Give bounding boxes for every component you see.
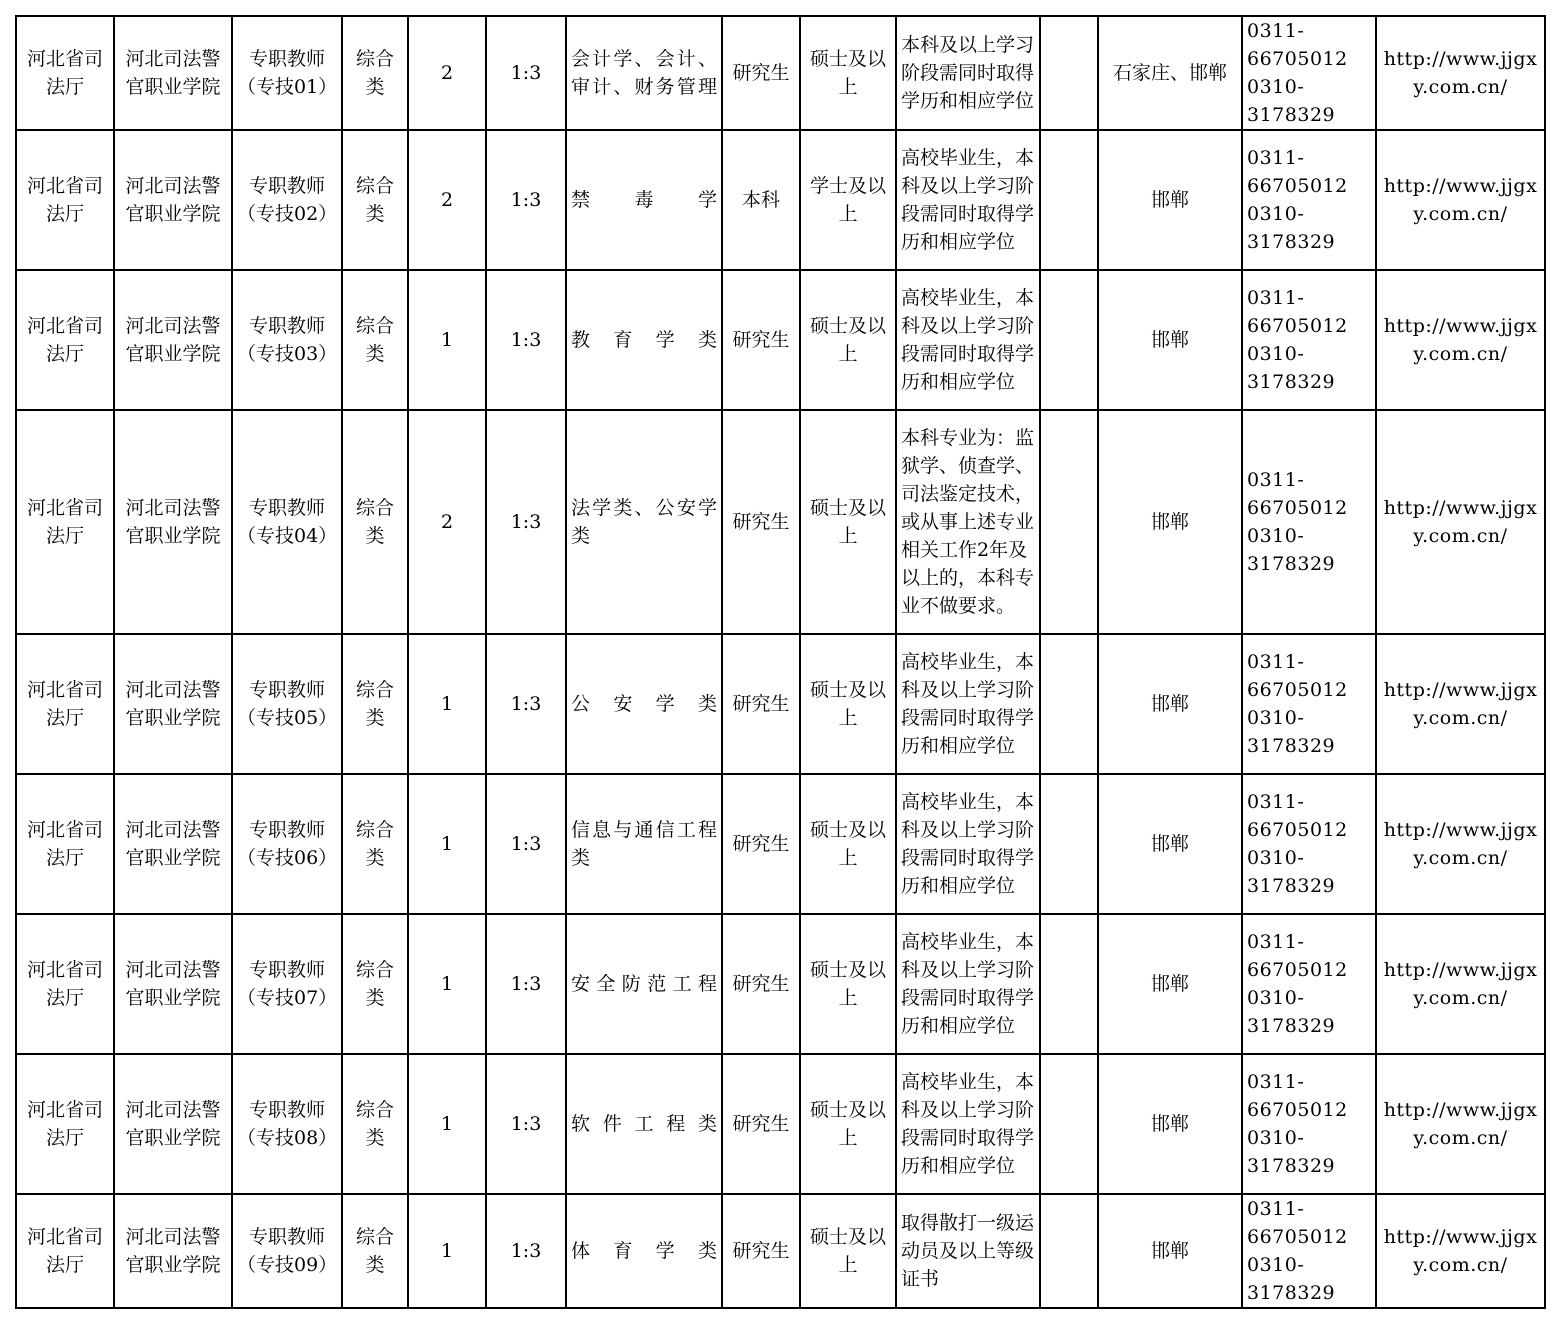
ratio-cell xyxy=(486,16,566,130)
category-text: 综合类 xyxy=(355,1099,394,1149)
position-text: 专职教师（专技08） xyxy=(237,1099,338,1149)
job-table xyxy=(15,15,1546,1309)
job-table-body xyxy=(16,16,1545,1308)
ratio-cell xyxy=(486,270,566,410)
count-text: 2 xyxy=(440,189,454,211)
degree-text: 硕士及以上 xyxy=(809,315,886,365)
dept-text: 河北省司法厅 xyxy=(26,497,103,547)
major-cell xyxy=(566,130,722,270)
degree-cell xyxy=(800,16,896,130)
position-cell xyxy=(232,914,342,1054)
position-cell xyxy=(232,16,342,130)
unit-text: 河北司法警官职业学院 xyxy=(125,497,221,547)
ratio-text: 1:3 xyxy=(510,511,542,533)
ratio-cell xyxy=(486,130,566,270)
degree-cell xyxy=(800,634,896,774)
requirements-cell xyxy=(896,634,1040,774)
ratio-text: 1:3 xyxy=(510,329,542,351)
location-text: 邯郸 xyxy=(1150,973,1189,995)
category-cell xyxy=(342,1054,408,1194)
count-cell xyxy=(408,16,486,130)
ratio-text: 1:3 xyxy=(510,833,542,855)
location-cell xyxy=(1098,410,1242,634)
education-text: 本科 xyxy=(741,189,780,211)
position-cell xyxy=(232,634,342,774)
education-text: 研究生 xyxy=(732,973,790,995)
dept-text: 河北省司法厅 xyxy=(26,819,103,869)
category-cell xyxy=(342,634,408,774)
requirements-cell xyxy=(896,16,1040,130)
unit-text: 河北司法警官职业学院 xyxy=(125,315,221,365)
degree-cell xyxy=(800,270,896,410)
phone-primary: 0311-66705012 xyxy=(1247,469,1348,519)
major-cell xyxy=(566,1194,722,1308)
education-cell xyxy=(722,914,800,1054)
url-text[interactable]: http://www.jjgxy.com.cn/ xyxy=(1383,1226,1538,1276)
unit-cell xyxy=(114,774,232,914)
url-text[interactable]: http://www.jjgxy.com.cn/ xyxy=(1383,497,1538,547)
degree-text: 硕士及以上 xyxy=(809,819,886,869)
ratio-cell xyxy=(486,410,566,634)
position-text: 专职教师（专技02） xyxy=(237,175,338,225)
dept-cell xyxy=(16,1194,114,1308)
count-cell xyxy=(408,410,486,634)
major-text: 软件工程类 xyxy=(571,1113,717,1135)
count-cell xyxy=(408,130,486,270)
count-text: 1 xyxy=(440,693,454,715)
dept-cell xyxy=(16,1054,114,1194)
requirements-cell xyxy=(896,1194,1040,1308)
blank-cell xyxy=(1040,270,1098,410)
degree-text: 硕士及以上 xyxy=(809,1226,886,1276)
education-text: 研究生 xyxy=(732,1240,790,1262)
degree-text: 硕士及以上 xyxy=(809,679,886,729)
requirements-cell xyxy=(896,914,1040,1054)
location-text: 邯郸 xyxy=(1150,833,1189,855)
blank-cell xyxy=(1040,914,1098,1054)
requirements-text: 高校毕业生，本科及以上学习阶段需同时取得学历和相应学位 xyxy=(901,147,1035,253)
education-cell xyxy=(722,1054,800,1194)
degree-cell xyxy=(800,914,896,1054)
phone-secondary: 0310-3178329 xyxy=(1247,525,1336,575)
blank-cell xyxy=(1040,1194,1098,1308)
url-text[interactable]: http://www.jjgxy.com.cn/ xyxy=(1383,315,1538,365)
unit-text: 河北司法警官职业学院 xyxy=(125,48,221,98)
phone-primary: 0311-66705012 xyxy=(1247,931,1348,981)
phone-cell xyxy=(1242,774,1376,914)
dept-cell xyxy=(16,130,114,270)
phone-secondary: 0310-3178329 xyxy=(1247,343,1336,393)
ratio-cell xyxy=(486,1194,566,1308)
ratio-cell xyxy=(486,774,566,914)
ratio-cell xyxy=(486,634,566,774)
ratio-cell xyxy=(486,914,566,1054)
requirements-text: 高校毕业生，本科及以上学习阶段需同时取得学历和相应学位 xyxy=(901,287,1035,393)
phone-cell xyxy=(1242,410,1376,634)
degree-cell xyxy=(800,774,896,914)
degree-text: 硕士及以上 xyxy=(809,1099,886,1149)
phone-primary: 0311-66705012 xyxy=(1247,287,1348,337)
count-cell xyxy=(408,270,486,410)
url-text[interactable]: http://www.jjgxy.com.cn/ xyxy=(1383,679,1538,729)
requirements-text: 高校毕业生，本科及以上学习阶段需同时取得学历和相应学位 xyxy=(901,931,1035,1037)
dept-cell xyxy=(16,16,114,130)
requirements-text: 本科专业为：监狱学、侦查学、司法鉴定技术，或从事上述专业相关工作2年及以上的，本科专业不做要求。 xyxy=(901,427,1035,617)
unit-cell xyxy=(114,914,232,1054)
url-text[interactable]: http://www.jjgxy.com.cn/ xyxy=(1383,175,1538,225)
location-text: 邯郸 xyxy=(1150,1113,1189,1135)
blank-cell xyxy=(1040,634,1098,774)
phone-primary: 0311-66705012 xyxy=(1247,20,1348,70)
phone-cell xyxy=(1242,1054,1376,1194)
location-cell xyxy=(1098,634,1242,774)
location-text: 邯郸 xyxy=(1150,189,1189,211)
dept-text: 河北省司法厅 xyxy=(26,1226,103,1276)
dept-text: 河北省司法厅 xyxy=(26,48,103,98)
category-cell xyxy=(342,774,408,914)
count-text: 2 xyxy=(440,62,454,84)
major-text: 体育学类 xyxy=(571,1240,717,1262)
blank-cell xyxy=(1040,1054,1098,1194)
url-text[interactable]: http://www.jjgxy.com.cn/ xyxy=(1383,819,1538,869)
requirements-cell xyxy=(896,270,1040,410)
phone-cell xyxy=(1242,270,1376,410)
phone-secondary: 0310-3178329 xyxy=(1247,1127,1336,1177)
category-text: 综合类 xyxy=(355,1226,394,1276)
ratio-text: 1:3 xyxy=(510,62,542,84)
education-text: 研究生 xyxy=(732,693,790,715)
major-cell xyxy=(566,634,722,774)
education-cell xyxy=(722,16,800,130)
unit-text: 河北司法警官职业学院 xyxy=(125,175,221,225)
education-cell xyxy=(722,634,800,774)
count-cell xyxy=(408,914,486,1054)
position-cell xyxy=(232,1054,342,1194)
major-text: 禁毒学 xyxy=(571,189,717,211)
unit-text: 河北司法警官职业学院 xyxy=(125,959,221,1009)
table-row xyxy=(16,1194,1545,1308)
phone-primary: 0311-66705012 xyxy=(1247,651,1348,701)
count-cell xyxy=(408,1054,486,1194)
ratio-cell xyxy=(486,1054,566,1194)
major-cell xyxy=(566,270,722,410)
phone-cell xyxy=(1242,914,1376,1054)
degree-text: 学士及以上 xyxy=(809,175,886,225)
position-cell xyxy=(232,410,342,634)
location-cell xyxy=(1098,1054,1242,1194)
position-cell xyxy=(232,1194,342,1308)
url-cell xyxy=(1376,1054,1545,1194)
education-cell xyxy=(722,130,800,270)
location-text: 邯郸 xyxy=(1150,1240,1189,1262)
major-cell xyxy=(566,914,722,1054)
unit-cell xyxy=(114,16,232,130)
requirements-cell xyxy=(896,1054,1040,1194)
dept-cell xyxy=(16,270,114,410)
position-text: 专职教师（专技03） xyxy=(237,315,338,365)
position-text: 专职教师（专技06） xyxy=(237,819,338,869)
position-cell xyxy=(232,130,342,270)
category-cell xyxy=(342,270,408,410)
position-cell xyxy=(232,774,342,914)
major-cell xyxy=(566,1054,722,1194)
position-text: 专职教师（专技04） xyxy=(237,497,338,547)
ratio-text: 1:3 xyxy=(510,1240,542,1262)
dept-text: 河北省司法厅 xyxy=(26,1099,103,1149)
dept-text: 河北省司法厅 xyxy=(26,679,103,729)
phone-secondary: 0310-3178329 xyxy=(1247,203,1336,253)
dept-text: 河北省司法厅 xyxy=(26,175,103,225)
position-text: 专职教师（专技01） xyxy=(237,48,338,98)
ratio-text: 1:3 xyxy=(510,1113,542,1135)
phone-cell xyxy=(1242,634,1376,774)
blank-cell xyxy=(1040,774,1098,914)
requirements-text: 取得散打一级运动员及以上等级证书 xyxy=(901,1212,1035,1290)
table-row xyxy=(16,130,1545,270)
phone-cell xyxy=(1242,1194,1376,1308)
blank-cell xyxy=(1040,16,1098,130)
location-text: 石家庄、邯郸 xyxy=(1112,62,1227,84)
unit-cell xyxy=(114,634,232,774)
url-cell xyxy=(1376,634,1545,774)
location-cell xyxy=(1098,130,1242,270)
url-cell xyxy=(1376,16,1545,130)
url-cell xyxy=(1376,130,1545,270)
url-text[interactable]: http://www.jjgxy.com.cn/ xyxy=(1383,1099,1538,1149)
unit-cell xyxy=(114,410,232,634)
count-text: 2 xyxy=(440,511,454,533)
phone-cell xyxy=(1242,130,1376,270)
major-text: 教育学类 xyxy=(571,329,717,351)
major-text: 信息与通信工程类 xyxy=(571,819,717,869)
url-cell xyxy=(1376,774,1545,914)
unit-text: 河北司法警官职业学院 xyxy=(125,819,221,869)
requirements-text: 高校毕业生，本科及以上学习阶段需同时取得学历和相应学位 xyxy=(901,791,1035,897)
count-text: 1 xyxy=(440,833,454,855)
category-text: 综合类 xyxy=(355,175,394,225)
url-cell xyxy=(1376,410,1545,634)
dept-text: 河北省司法厅 xyxy=(26,959,103,1009)
url-text[interactable]: http://www.jjgxy.com.cn/ xyxy=(1383,959,1538,1009)
table-row xyxy=(16,634,1545,774)
phone-secondary: 0310-3178329 xyxy=(1247,847,1336,897)
phone-primary: 0311-66705012 xyxy=(1247,791,1348,841)
major-cell xyxy=(566,410,722,634)
degree-cell xyxy=(800,1194,896,1308)
phone-secondary: 0310-3178329 xyxy=(1247,987,1336,1037)
requirements-cell xyxy=(896,410,1040,634)
url-text[interactable]: http://www.jjgxy.com.cn/ xyxy=(1383,48,1538,98)
requirements-text: 高校毕业生，本科及以上学习阶段需同时取得学历和相应学位 xyxy=(901,1071,1035,1177)
degree-text: 硕士及以上 xyxy=(809,497,886,547)
dept-cell xyxy=(16,774,114,914)
count-cell xyxy=(408,634,486,774)
blank-cell xyxy=(1040,410,1098,634)
category-text: 综合类 xyxy=(355,819,394,869)
requirements-cell xyxy=(896,774,1040,914)
unit-cell xyxy=(114,130,232,270)
education-text: 研究生 xyxy=(732,1113,790,1135)
count-cell xyxy=(408,774,486,914)
location-text: 邯郸 xyxy=(1150,511,1189,533)
table-row xyxy=(16,1054,1545,1194)
unit-text: 河北司法警官职业学院 xyxy=(125,1099,221,1149)
position-text: 专职教师（专技05） xyxy=(237,679,338,729)
ratio-text: 1:3 xyxy=(510,693,542,715)
url-cell xyxy=(1376,914,1545,1054)
education-text: 研究生 xyxy=(732,833,790,855)
major-text: 安全防范工程 xyxy=(571,973,717,995)
url-cell xyxy=(1376,270,1545,410)
requirements-text: 高校毕业生，本科及以上学习阶段需同时取得学历和相应学位 xyxy=(901,651,1035,757)
education-cell xyxy=(722,410,800,634)
location-cell xyxy=(1098,270,1242,410)
location-cell xyxy=(1098,774,1242,914)
url-cell xyxy=(1376,1194,1545,1308)
phone-cell xyxy=(1242,16,1376,130)
education-cell xyxy=(722,270,800,410)
ratio-text: 1:3 xyxy=(510,189,542,211)
phone-primary: 0311-66705012 xyxy=(1247,1071,1348,1121)
phone-primary: 0311-66705012 xyxy=(1247,1198,1348,1248)
degree-cell xyxy=(800,410,896,634)
table-row xyxy=(16,270,1545,410)
degree-cell xyxy=(800,130,896,270)
location-cell xyxy=(1098,1194,1242,1308)
category-cell xyxy=(342,130,408,270)
requirements-text: 本科及以上学习阶段需同时取得学历和相应学位 xyxy=(901,34,1035,112)
count-text: 1 xyxy=(440,1240,454,1262)
category-text: 综合类 xyxy=(355,48,394,98)
category-text: 综合类 xyxy=(355,679,394,729)
education-cell xyxy=(722,1194,800,1308)
major-cell xyxy=(566,16,722,130)
unit-text: 河北司法警官职业学院 xyxy=(125,1226,221,1276)
major-text: 法学类、公安学类 xyxy=(571,497,717,547)
unit-cell xyxy=(114,270,232,410)
degree-cell xyxy=(800,1054,896,1194)
phone-secondary: 0310-3178329 xyxy=(1247,76,1336,126)
table-row xyxy=(16,410,1545,634)
unit-cell xyxy=(114,1054,232,1194)
dept-cell xyxy=(16,914,114,1054)
table-row xyxy=(16,774,1545,914)
position-text: 专职教师（专技07） xyxy=(237,959,338,1009)
location-cell xyxy=(1098,16,1242,130)
major-text: 公安学类 xyxy=(571,693,717,715)
phone-secondary: 0310-3178329 xyxy=(1247,1254,1336,1304)
category-cell xyxy=(342,1194,408,1308)
requirements-cell xyxy=(896,130,1040,270)
major-text: 会计学、会计、审计、财务管理 xyxy=(571,48,717,98)
category-cell xyxy=(342,16,408,130)
location-cell xyxy=(1098,914,1242,1054)
unit-text: 河北司法警官职业学院 xyxy=(125,679,221,729)
location-text: 邯郸 xyxy=(1150,693,1189,715)
phone-secondary: 0310-3178329 xyxy=(1247,707,1336,757)
major-cell xyxy=(566,774,722,914)
education-cell xyxy=(722,774,800,914)
count-cell xyxy=(408,1194,486,1308)
category-text: 综合类 xyxy=(355,497,394,547)
dept-text: 河北省司法厅 xyxy=(26,315,103,365)
blank-cell xyxy=(1040,130,1098,270)
table-row xyxy=(16,914,1545,1054)
phone-primary: 0311-66705012 xyxy=(1247,147,1348,197)
category-text: 综合类 xyxy=(355,315,394,365)
education-text: 研究生 xyxy=(732,62,790,84)
position-text: 专职教师（专技09） xyxy=(237,1226,338,1276)
degree-text: 硕士及以上 xyxy=(809,959,886,1009)
category-cell xyxy=(342,914,408,1054)
ratio-text: 1:3 xyxy=(510,973,542,995)
education-text: 研究生 xyxy=(732,511,790,533)
location-text: 邯郸 xyxy=(1150,329,1189,351)
dept-cell xyxy=(16,634,114,774)
count-text: 1 xyxy=(440,1113,454,1135)
table-row xyxy=(16,16,1545,130)
position-cell xyxy=(232,270,342,410)
count-text: 1 xyxy=(440,973,454,995)
count-text: 1 xyxy=(440,329,454,351)
dept-cell xyxy=(16,410,114,634)
degree-text: 硕士及以上 xyxy=(809,48,886,98)
unit-cell xyxy=(114,1194,232,1308)
category-text: 综合类 xyxy=(355,959,394,1009)
category-cell xyxy=(342,410,408,634)
education-text: 研究生 xyxy=(732,329,790,351)
